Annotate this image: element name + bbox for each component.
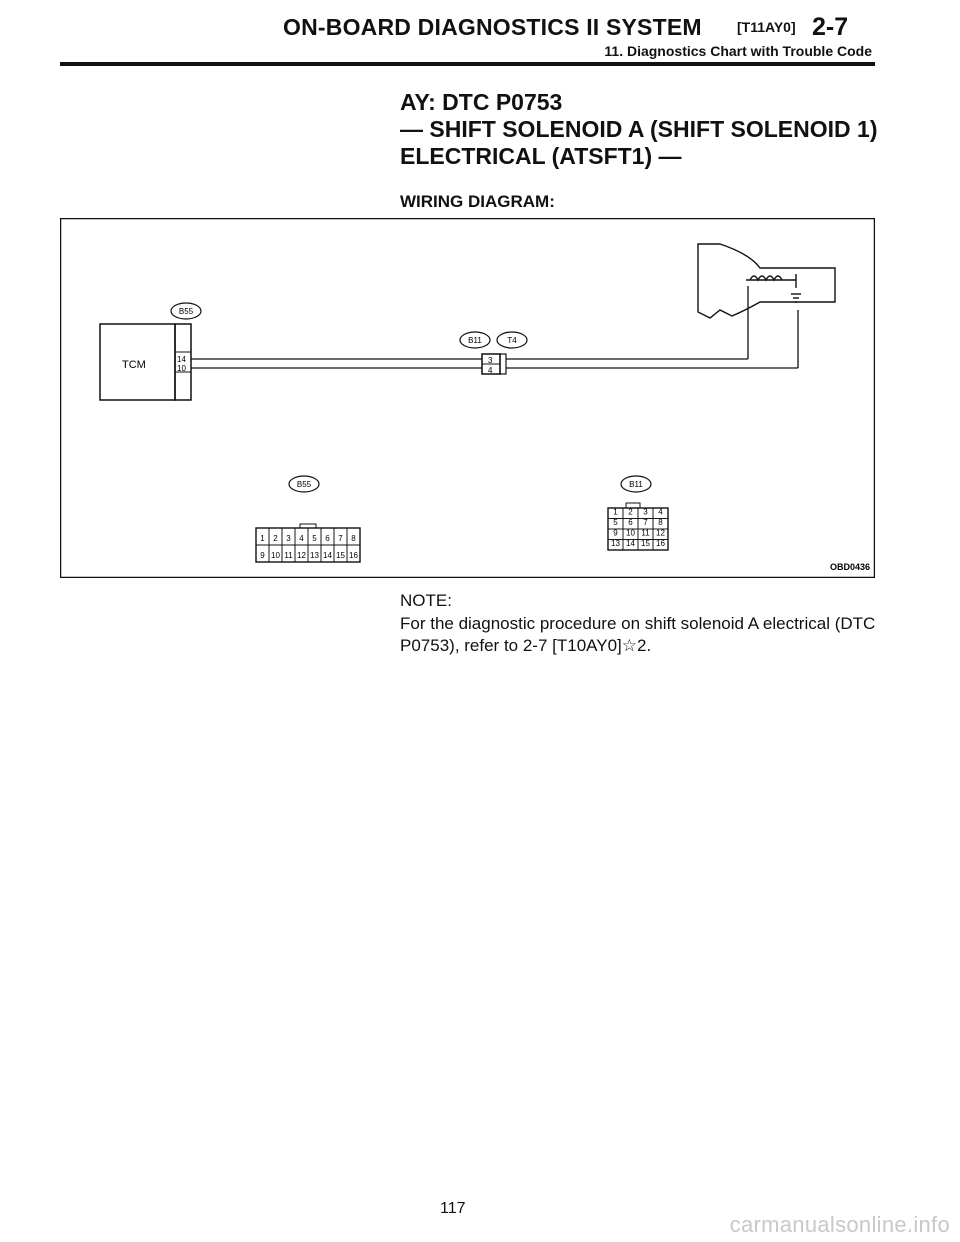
b55-connector-tag (289, 476, 319, 492)
b55-connector-name: B55 (296, 480, 312, 489)
header-section-number: 2-7 (812, 13, 849, 41)
b11-row1-pin: 3 (643, 507, 648, 517)
b55-row1-pin: 3 (286, 534, 291, 543)
b55-row1-pin: 7 (338, 534, 343, 543)
b55-row2-pin: 10 (271, 551, 280, 560)
b55-row1-pin: 1 (260, 534, 265, 543)
b55-row2-pin: 9 (260, 551, 265, 560)
b11-connector-face (608, 503, 668, 550)
b55-connector-face (256, 524, 360, 562)
wiring-diagram-label: WIRING DIAGRAM: (400, 192, 555, 211)
b55-row2-pin: 16 (349, 551, 358, 560)
b55-row1-pin: 4 (299, 534, 304, 543)
b11-row1-pin: 1 (613, 507, 618, 517)
figure-code: OBD0436 (829, 562, 870, 572)
joint-pin-4: 4 (488, 366, 493, 375)
note (400, 590, 880, 657)
note-heading: NOTE: (400, 591, 452, 610)
b11-row3-pin: 9 (613, 528, 618, 538)
tcm-pin-top: 14 (177, 355, 186, 364)
b11-row4-pin: 16 (656, 539, 665, 548)
wiring-diagram-figure (60, 218, 875, 578)
joint-connector-b11: B11 (468, 336, 482, 345)
b55-row2-pin: 12 (297, 551, 306, 560)
b11-row1-pin: 2 (628, 507, 633, 517)
b11-row2-pin: 8 (658, 518, 663, 527)
b55-row1-pin: 6 (325, 534, 330, 543)
header-rule (60, 62, 875, 66)
joint-pin-3: 3 (488, 356, 493, 365)
wiring-harness (191, 286, 798, 368)
tcm-pin-bottom: 10 (177, 364, 186, 373)
tcm-unit (100, 324, 191, 400)
shift-solenoid-transmission (698, 244, 835, 318)
tcm-label: TCM (122, 359, 146, 371)
section-title-line1: AY: DTC P0753 (400, 89, 563, 115)
b55-row2-pin: 13 (310, 551, 319, 560)
section-title-line3: ELECTRICAL (ATSFT1) — (400, 143, 682, 169)
watermark: carmanualsonline.info (729, 1212, 950, 1237)
b11-row3-pin: 11 (641, 528, 650, 538)
b11-connector-tag (621, 476, 651, 492)
section-title-line2: — SHIFT SOLENOID A (SHIFT SOLENOID 1) (400, 116, 878, 142)
b11-row2-pin: 5 (613, 518, 618, 527)
b11-row4-pin: 15 (641, 539, 650, 548)
b11-row3-pin: 12 (656, 528, 665, 538)
header-title: ON-BOARD DIAGNOSTICS II SYSTEM (283, 14, 702, 40)
page-number: 117 (440, 1200, 466, 1217)
b11-row3-pin: 10 (626, 528, 635, 538)
b11-connector-name: B11 (629, 480, 643, 489)
b55-row1-pin: 2 (273, 534, 278, 543)
tcm-connector-tag (171, 303, 201, 319)
note-text: For the diagnostic procedure on shift solenoid A electrical (DTC P0753), refer to 2-7 [T10AY0]☆2. (400, 614, 876, 655)
joint-connector-t4: T4 (507, 336, 517, 345)
b55-row2-pin: 15 (336, 551, 345, 560)
joint-connector (482, 354, 506, 375)
b11-row1-pin: 4 (658, 507, 663, 517)
b55-row2-pin: 14 (323, 551, 332, 560)
b11-row4-pin: 14 (626, 539, 635, 548)
joint-connector-tags (460, 332, 527, 348)
b11-row4-pin: 13 (611, 539, 620, 548)
header-code: [T11AY0] (737, 19, 796, 35)
section-title (400, 89, 877, 170)
b55-row2-pin: 11 (284, 551, 293, 560)
header-subtitle: 11. Diagnostics Chart with Trouble Code (604, 43, 872, 59)
b55-row1-pin: 8 (351, 534, 356, 543)
b11-row2-pin: 7 (643, 518, 648, 527)
tcm-connector-name: B55 (178, 307, 194, 316)
b55-row1-pin: 5 (312, 534, 317, 543)
b11-row2-pin: 6 (628, 518, 633, 527)
